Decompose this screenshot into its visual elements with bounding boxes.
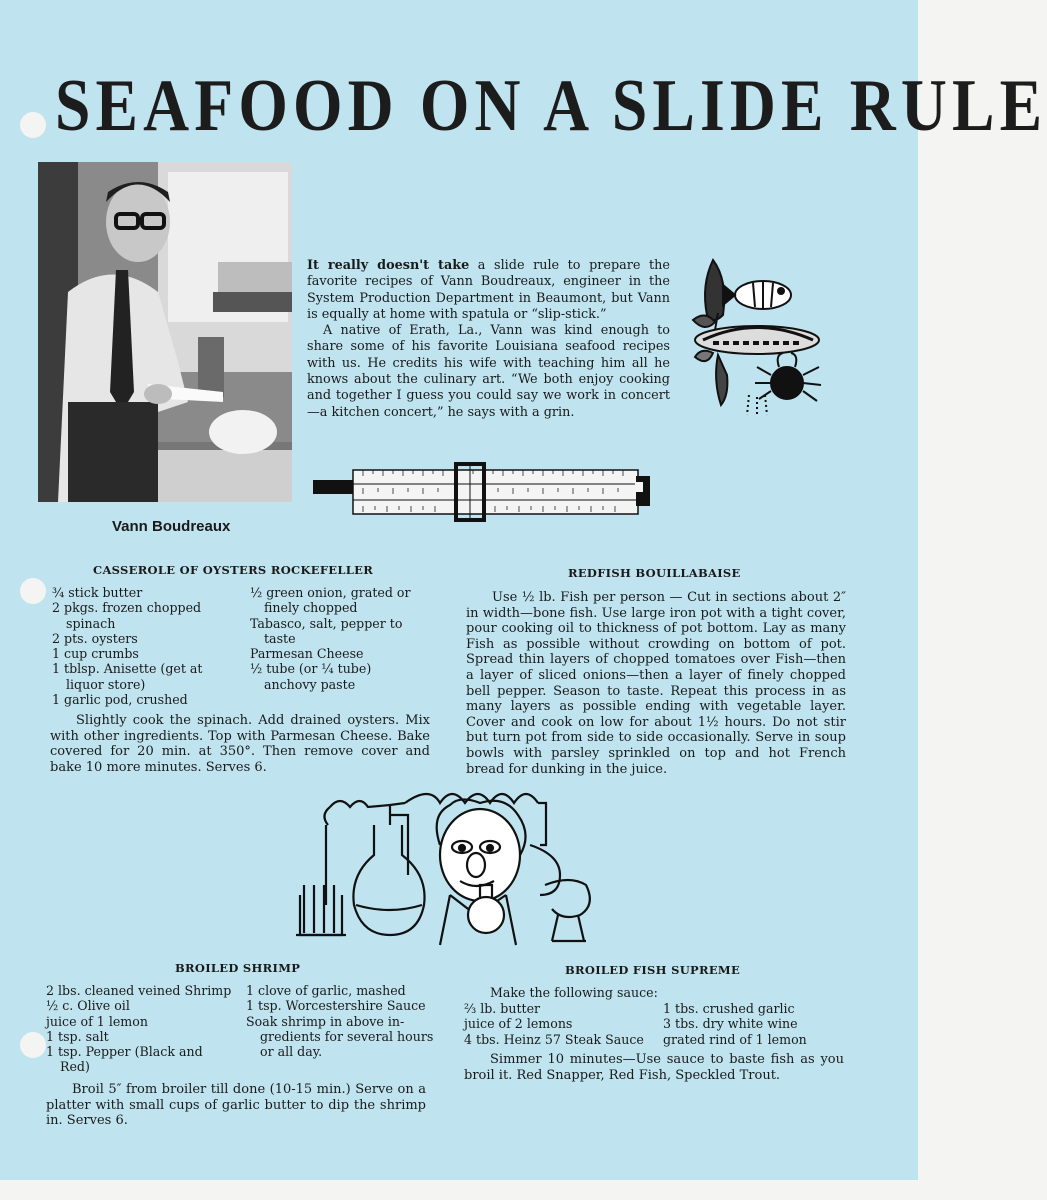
ingredient: Soak shrimp in above in- [246,1013,405,1029]
ingredient: gredients for several hours [260,1028,434,1044]
ingredient: taste [264,630,296,646]
fish-supreme-ingredients-right [663,1001,807,1047]
ingredient: Red) [60,1059,90,1075]
seafood-illustration [683,255,831,420]
shrimp-ingredients-right [246,983,433,1059]
binder-hole [20,112,46,138]
fish-supreme-ingredients-left [464,1001,644,1047]
ingredient: ½ tube (or ¼ tube) [250,661,372,677]
ingredient: spinach [66,615,116,631]
fish-supreme-title: BROILED FISH SUPREME [565,963,741,977]
ingredient: 1 tblsp. Anisette (get at [52,661,203,677]
ingredient: 1 garlic pod, crushed [52,692,188,708]
ingredient: ¾ stick butter [52,585,143,600]
ingredient: juice of 1 lemon [46,1013,148,1029]
ingredient: grated rind of 1 lemon [663,1031,807,1047]
ingredient: 1 tsp. salt [46,1028,109,1044]
ingredient: 1 tsp. Pepper (Black and [46,1044,203,1060]
ingredient: ½ green onion, grated or [250,585,411,600]
ingredient: anchovy paste [264,676,356,692]
casserole-directions: Slightly cook the spinach. Add drained oysters. Mix with other ingredients. Top with Parmesan Cheese. Bake covered for 20 min. at 350°. Then remove cover and bake 10 more minutes. Serves 6. [50,713,430,775]
ingredient: 2 lbs. cleaned veined Shrimp [46,983,232,998]
ingredient: juice of 2 lemons [464,1016,573,1032]
fish-supreme-directions: Simmer 10 minutes—Use sauce to baste fish as you broil it. Red Snapper, Red Fish, Speckled Trout. [464,1052,844,1083]
binder-hole [20,1032,46,1058]
ingredient: liquor store) [66,676,146,692]
chef-photo [38,162,292,502]
ingredient: 4 tbs. Heinz 57 Steak Sauce [464,1031,644,1047]
ingredient: Parmesan Cheese [250,646,364,662]
ingredient: 1 clove of garlic, mashed [246,983,406,998]
ingredient: or all day. [260,1044,323,1060]
shrimp-title: BROILED SHRIMP [175,961,301,975]
casserole-title: CASSEROLE OF OYSTERS ROCKEFELLER [93,563,374,577]
ingredient: 2 pts. oysters [52,630,138,646]
ingredient: finely chopped [264,600,358,616]
casserole-ingredients-right [250,585,411,692]
chemist-cartoon [290,785,608,945]
ingredient: ⅔ lb. butter [464,1001,541,1016]
intro-lead: It really doesn't take [307,258,470,273]
casserole-ingredients-left [52,585,203,707]
photo-caption: Vann Boudreaux [112,518,231,535]
page-title: SEAFOOD ON A SLIDE RULE [55,65,1047,147]
ingredient: Tabasco, salt, pepper to [250,615,403,631]
ingredient: 1 cup crumbs [52,646,139,662]
intro-p1-rest: a slide rule to prepare the favorite recipes of Vann Boudreaux, engineer in the System Production Department in Beaumont, but Vann is equally at home with spatula or “slip-stick.” [307,258,670,322]
shrimp-directions: Broil 5″ from broiler till done (10-15 min.) Serve on a platter with small cups of garlic butter to dip the shrimp in. Serves 6. [46,1082,426,1129]
bouillabaise-directions: Use ½ lb. Fish per person — Cut in sections about 2″ in width—bone fish. Use large iron pot with a tight cover, pour cooking oil to thickness of pot bottom. Lay as many Fish as possible without crowding on bottom of pot. Spread thin layers of chopped tomatoes over Fish—then a layer of sliced onions—then a layer of finely chopped bell pepper. Season to taste. Repeat this process in as many layers as possible ending with vegetable layer. Cover and cook on low for about 1½ hours. Do not stir but turn pot from side to side occasionally. Serve in soup bowls with parsley sprinkled on top and hot French bread for dunking in the juice. [466,590,846,777]
slide-rule-illustration [313,462,658,520]
intro-paragraph-1 [307,258,670,323]
ingredient: 1 tsp. Worcestershire Sauce [246,998,426,1014]
intro-text [307,258,670,421]
shrimp-ingredients-left [46,983,231,1075]
ingredient: 3 tbs. dry white wine [663,1016,798,1032]
ingredient: 1 tbs. crushed garlic [663,1001,795,1016]
binder-hole [20,578,46,604]
ingredient: 2 pkgs. frozen chopped [52,600,202,616]
fish-supreme-intro: Make the following sauce: [490,985,658,1000]
bouillabaise-title: REDFISH BOUILLABAISE [568,566,741,580]
ingredient: ½ c. Olive oil [46,998,130,1014]
intro-paragraph-2: A native of Erath, La., Vann was kind enough to share some of his favorite Louisiana seafood recipes with us. He credits his wife with teaching him all he knows about the culinary art. “We both enjoy cooking and together I guess you could say we work in concert—a kitchen concert,” he says with a grin. [307,323,670,420]
